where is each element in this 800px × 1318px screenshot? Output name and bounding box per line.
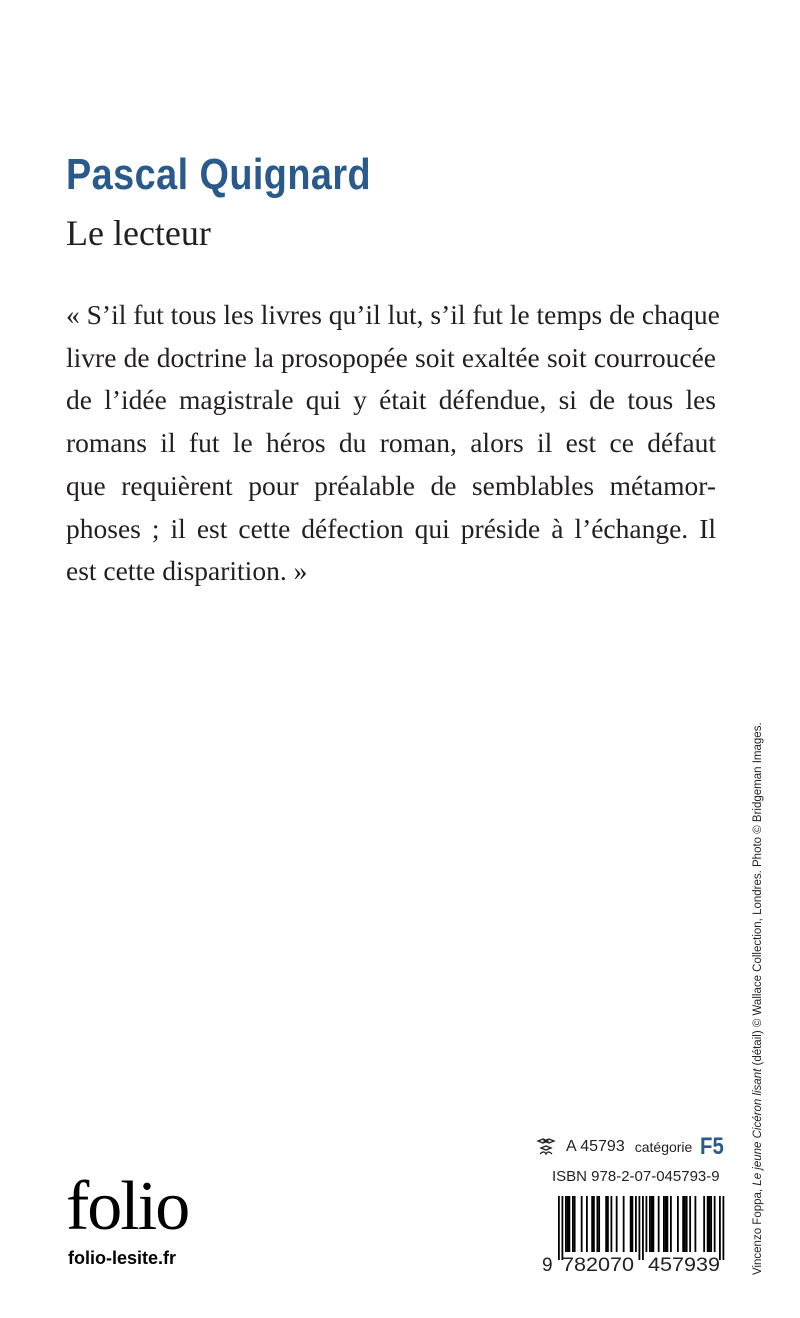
barcode-bar xyxy=(572,1196,574,1252)
catalog-line xyxy=(536,1133,728,1161)
barcode-bar xyxy=(665,1196,667,1252)
folio-publisher-mark-icon xyxy=(536,1137,556,1157)
barcode-bar xyxy=(616,1196,618,1252)
barcode-bar xyxy=(591,1196,593,1252)
barcode-bar xyxy=(574,1196,576,1252)
blurb-line: de l’idée magistrale qui y était défendue, si de tous les xyxy=(66,384,716,416)
barcode-bar xyxy=(597,1196,599,1252)
price-category: F5 xyxy=(700,1133,725,1160)
barcode-bar xyxy=(646,1196,648,1252)
barcode xyxy=(540,1194,730,1274)
blurb-line: romans il fut le héros du roman, alors il est ce défaut xyxy=(66,427,716,459)
barcode-bar xyxy=(651,1196,653,1252)
blurb-line: « S’il fut tous les livres qu’il lut, s’il fut le temps de chaque xyxy=(66,299,720,330)
barcode-bar xyxy=(653,1196,655,1252)
blurb-line: que requièrent pour préalable de semblables métamor- xyxy=(66,469,716,501)
barcode-bar xyxy=(719,1196,721,1260)
barcode-bar xyxy=(642,1196,644,1260)
barcode-bar xyxy=(607,1196,609,1252)
barcode-bar xyxy=(677,1196,679,1252)
barcode-bar xyxy=(682,1196,684,1252)
category-label: catégorie xyxy=(634,1139,693,1155)
folio-logo: folio xyxy=(66,1168,189,1245)
barcode-bar xyxy=(623,1196,625,1252)
barcode-bar xyxy=(707,1196,709,1252)
barcode-bar xyxy=(635,1196,637,1252)
barcode-digit-group: 457939 xyxy=(648,1255,720,1274)
barcode-bar xyxy=(710,1196,712,1252)
barcode-bar xyxy=(723,1196,725,1260)
publisher-website: folio-lesite.fr xyxy=(68,1248,177,1268)
barcode-digit-group: 9 xyxy=(542,1255,553,1274)
barcode-bar xyxy=(709,1196,711,1252)
barcode-bar xyxy=(593,1196,595,1252)
barcode-bar xyxy=(670,1196,672,1252)
blurb-line: livre de doctrine la prosopopée soit exaltée soit courroucée xyxy=(66,341,716,373)
barcode-bar xyxy=(667,1196,669,1252)
barcode-bar xyxy=(565,1196,567,1252)
barcode-bar xyxy=(581,1196,583,1252)
author-name: Pascal Quignard xyxy=(66,150,372,199)
catalog-reference: A 45793 xyxy=(566,1138,625,1155)
barcode-bars xyxy=(558,1196,724,1260)
barcode-bar xyxy=(598,1196,600,1252)
barcode-bar xyxy=(686,1196,688,1252)
blurb-line: phoses ; il est cette défection qui préside à l’échange. Il xyxy=(66,512,716,544)
credit-suffix: (détail) © Wallace Collection, Londres. Photo © Bridgeman Images. xyxy=(752,722,764,1069)
credit-work-title: Le jeune Cicéron lisant xyxy=(752,1068,764,1186)
credit-prefix: Vincenzo Foppa, xyxy=(752,1185,764,1275)
barcode-bar xyxy=(714,1196,716,1252)
barcode-bar xyxy=(586,1196,588,1252)
blurb-quote xyxy=(66,294,720,593)
barcode-digit-group: 782070 xyxy=(562,1255,634,1274)
blurb-line: est cette disparition. » xyxy=(66,555,308,587)
barcode-bar xyxy=(703,1196,705,1252)
barcode-bar xyxy=(695,1196,697,1252)
barcode-bar xyxy=(639,1196,641,1260)
barcode-bar xyxy=(611,1196,613,1252)
barcode-bar xyxy=(567,1196,569,1252)
barcode-bar xyxy=(569,1196,571,1252)
barcode-bar xyxy=(689,1196,691,1252)
barcode-bar xyxy=(605,1196,607,1252)
image-credit xyxy=(752,722,764,1275)
barcode-bar xyxy=(684,1196,686,1252)
book-title: Le lecteur xyxy=(66,213,211,253)
barcode-bar xyxy=(663,1196,665,1252)
barcode-bar xyxy=(658,1196,660,1252)
barcode-bar xyxy=(632,1196,634,1252)
barcode-bar xyxy=(558,1196,560,1260)
barcode-bar xyxy=(630,1196,632,1252)
barcode-bar xyxy=(562,1196,564,1260)
isbn: ISBN 978-2-07-045793-9 xyxy=(552,1168,720,1185)
barcode-bar xyxy=(649,1196,651,1252)
